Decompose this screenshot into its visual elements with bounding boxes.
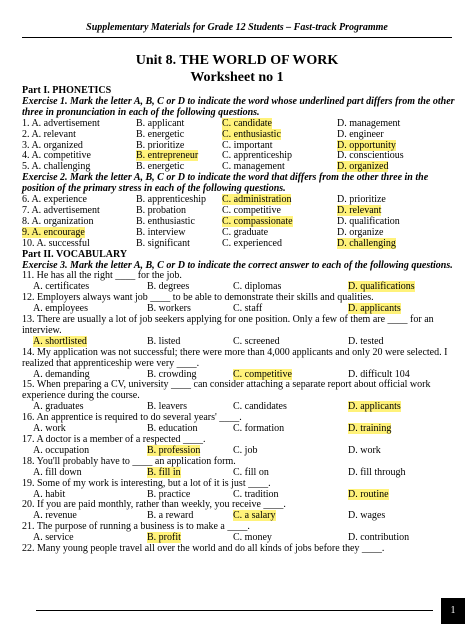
option: B. degrees bbox=[147, 281, 190, 293]
option: C. important bbox=[222, 139, 273, 151]
option: A. demanding bbox=[33, 368, 90, 380]
option: B. interview bbox=[136, 226, 186, 238]
option-highlighted: C. competitive bbox=[233, 368, 292, 380]
option-highlighted: D. challenging bbox=[337, 237, 396, 249]
option-highlighted: 9. A. encourage bbox=[22, 226, 85, 238]
header-rule bbox=[22, 37, 452, 38]
option: A. revenue bbox=[33, 510, 77, 522]
option-highlighted: D. organized bbox=[337, 161, 389, 173]
option-highlighted: D. applicants bbox=[348, 303, 401, 315]
option: B. a reward bbox=[147, 510, 194, 522]
page-number: 1 bbox=[441, 598, 465, 624]
option: C. apprenticeship bbox=[222, 150, 292, 162]
option: 8. A. organization bbox=[22, 215, 94, 227]
option: D. work bbox=[348, 444, 381, 456]
question-stem: 14. My application was not successful; there were more than 4,000 applicants and only 20 were selected. I realized that apprenticeship were very ____. bbox=[22, 346, 448, 369]
option: A. work bbox=[33, 423, 66, 435]
option: D. wages bbox=[348, 510, 386, 522]
question-stem: 16. An apprentice is required to do several years' ____. bbox=[22, 412, 242, 424]
option: 3. A. organized bbox=[22, 139, 83, 151]
footer-rule bbox=[36, 610, 433, 611]
option-highlighted: C. compassionate bbox=[222, 215, 293, 227]
worksheet-content bbox=[22, 86, 462, 555]
option: 1. A. advertisement bbox=[22, 117, 100, 129]
option-highlighted: C. candidate bbox=[222, 117, 272, 129]
question-row bbox=[22, 239, 462, 250]
option: 5. A. challenging bbox=[22, 161, 91, 173]
question-stem: 11. He has all the right ____ for the job. bbox=[22, 270, 182, 282]
option-highlighted: B. fill in bbox=[147, 466, 181, 478]
option: A. graduates bbox=[33, 401, 84, 413]
option: A. fill down bbox=[33, 466, 82, 478]
part1-heading: Part I. PHONETICS bbox=[22, 85, 112, 96]
option: 6. A. experience bbox=[22, 194, 87, 206]
option-highlighted: D. opportunity bbox=[337, 139, 396, 151]
exercise2-instruction: Exercise 2. Mark the letter A, B, C or D to indicate the word that differs from the other three in the position of the primary stress in each of the following questions. bbox=[22, 172, 429, 195]
option: D. management bbox=[337, 117, 401, 129]
option-highlighted: D. qualifications bbox=[348, 281, 415, 293]
option: B. applicant bbox=[136, 117, 185, 129]
question-stem: 13. There are usually a lot of job seekers applying for one position. Only a few of them are ____ for an interview. bbox=[22, 314, 434, 336]
option: A. certificates bbox=[33, 281, 90, 293]
option: 2. A. relevant bbox=[22, 128, 76, 140]
option: C. graduate bbox=[222, 226, 269, 238]
question-stem: 15. When preparing a CV, university ____ can consider attaching a separate report about official work experience during the course. bbox=[22, 379, 431, 402]
question-stem: 18. You'll probably have to ____ an application form. bbox=[22, 455, 236, 467]
option: D. prioritize bbox=[337, 194, 386, 206]
running-header: Supplementary Materials for Grade 12 Students – Fast-track Programme bbox=[86, 22, 388, 33]
option: B. listed bbox=[147, 335, 181, 347]
question-row bbox=[22, 130, 462, 141]
exercise3-instruction: Exercise 3. Mark the letter A, B, C or D to indicate the correct answer to each of the following questions. bbox=[22, 259, 453, 271]
answer-options bbox=[22, 468, 462, 479]
question-stem: 17. A doctor is a member of a respected ____. bbox=[22, 434, 206, 445]
option: B. leavers bbox=[147, 401, 187, 413]
option: A. employees bbox=[33, 303, 88, 315]
option: A. service bbox=[33, 532, 74, 544]
question-stem: 12. Employers always want job ____ to be able to demonstrate their skills and qualities. bbox=[22, 292, 374, 304]
question-stem: 20. If you are paid monthly, rather than weekly, you receive ____. bbox=[22, 499, 286, 511]
option-highlighted: D. relevant bbox=[337, 204, 382, 216]
option: B. practice bbox=[147, 488, 191, 500]
option: B. energetic bbox=[136, 161, 185, 173]
option: D. qualification bbox=[337, 215, 400, 227]
part2-heading: Part II. VOCABULARY bbox=[22, 248, 128, 260]
option: B. crowding bbox=[147, 368, 197, 380]
option: C. experienced bbox=[222, 237, 282, 249]
option: 4. A. competitive bbox=[22, 150, 91, 162]
option: C. competitive bbox=[222, 204, 281, 216]
question-row bbox=[22, 119, 462, 130]
option: C. money bbox=[233, 532, 272, 544]
option: C. job bbox=[233, 444, 258, 456]
option: C. staff bbox=[233, 303, 263, 315]
option-highlighted: C. enthusiastic bbox=[222, 128, 281, 140]
option: D. conscientious bbox=[337, 150, 404, 162]
option: B. probation bbox=[136, 204, 186, 216]
option: B. significant bbox=[136, 237, 190, 249]
option: B. apprenticeship bbox=[136, 194, 206, 206]
option: B. education bbox=[147, 423, 198, 435]
option: B. enthusiastic bbox=[136, 215, 195, 227]
option-highlighted: D. routine bbox=[348, 488, 389, 500]
option: C. management bbox=[222, 161, 285, 173]
option: D. contribution bbox=[348, 532, 410, 544]
option: A. habit bbox=[33, 488, 66, 500]
option-highlighted: A. shortlisted bbox=[33, 335, 87, 347]
worksheet-title: Worksheet no 1 bbox=[190, 70, 284, 85]
option-highlighted: D. applicants bbox=[348, 401, 401, 413]
unit-title: Unit 8. THE WORLD OF WORK bbox=[135, 53, 339, 68]
option: A. occupation bbox=[33, 444, 90, 456]
option: B. prioritize bbox=[136, 139, 185, 151]
option: C. diplomas bbox=[233, 281, 282, 293]
option: 10. A. successful bbox=[22, 237, 90, 249]
option: B. energetic bbox=[136, 128, 185, 140]
option: D. tested bbox=[348, 335, 384, 347]
option: C. candidates bbox=[233, 401, 287, 413]
option-highlighted: C. administration bbox=[222, 194, 292, 206]
option-highlighted: C. a salary bbox=[233, 510, 276, 522]
option: D. organize bbox=[337, 226, 384, 238]
option-highlighted: B. entrepreneur bbox=[136, 150, 199, 162]
option: C. tradition bbox=[233, 488, 279, 500]
option-highlighted: B. profit bbox=[147, 532, 181, 544]
option-highlighted: D. training bbox=[348, 423, 392, 435]
question-stem: 21. The purpose of running a business is to make a ____. bbox=[22, 521, 250, 533]
option: C. fill on bbox=[233, 466, 269, 478]
option: D. difficult 104 bbox=[348, 368, 410, 380]
option: 7. A. advertisement bbox=[22, 204, 100, 216]
exercise1-instruction: Exercise 1. Mark the letter A, B, C or D to indicate the word whose underlined part differs from the other three in pronunciation in each of the following questions. bbox=[22, 95, 455, 118]
option: C. formation bbox=[233, 423, 285, 435]
question-stem: 22. Many young people travel all over the world and do all kinds of jobs before they ____. bbox=[22, 543, 385, 555]
option: B. workers bbox=[147, 303, 191, 315]
question-stem: 19. Some of my work is interesting, but a lot of it is just ____. bbox=[22, 477, 271, 489]
option: D. engineer bbox=[337, 128, 384, 140]
option-highlighted: B. profession bbox=[147, 444, 201, 456]
option: D. fill through bbox=[348, 466, 406, 478]
option: C. screened bbox=[233, 335, 280, 347]
